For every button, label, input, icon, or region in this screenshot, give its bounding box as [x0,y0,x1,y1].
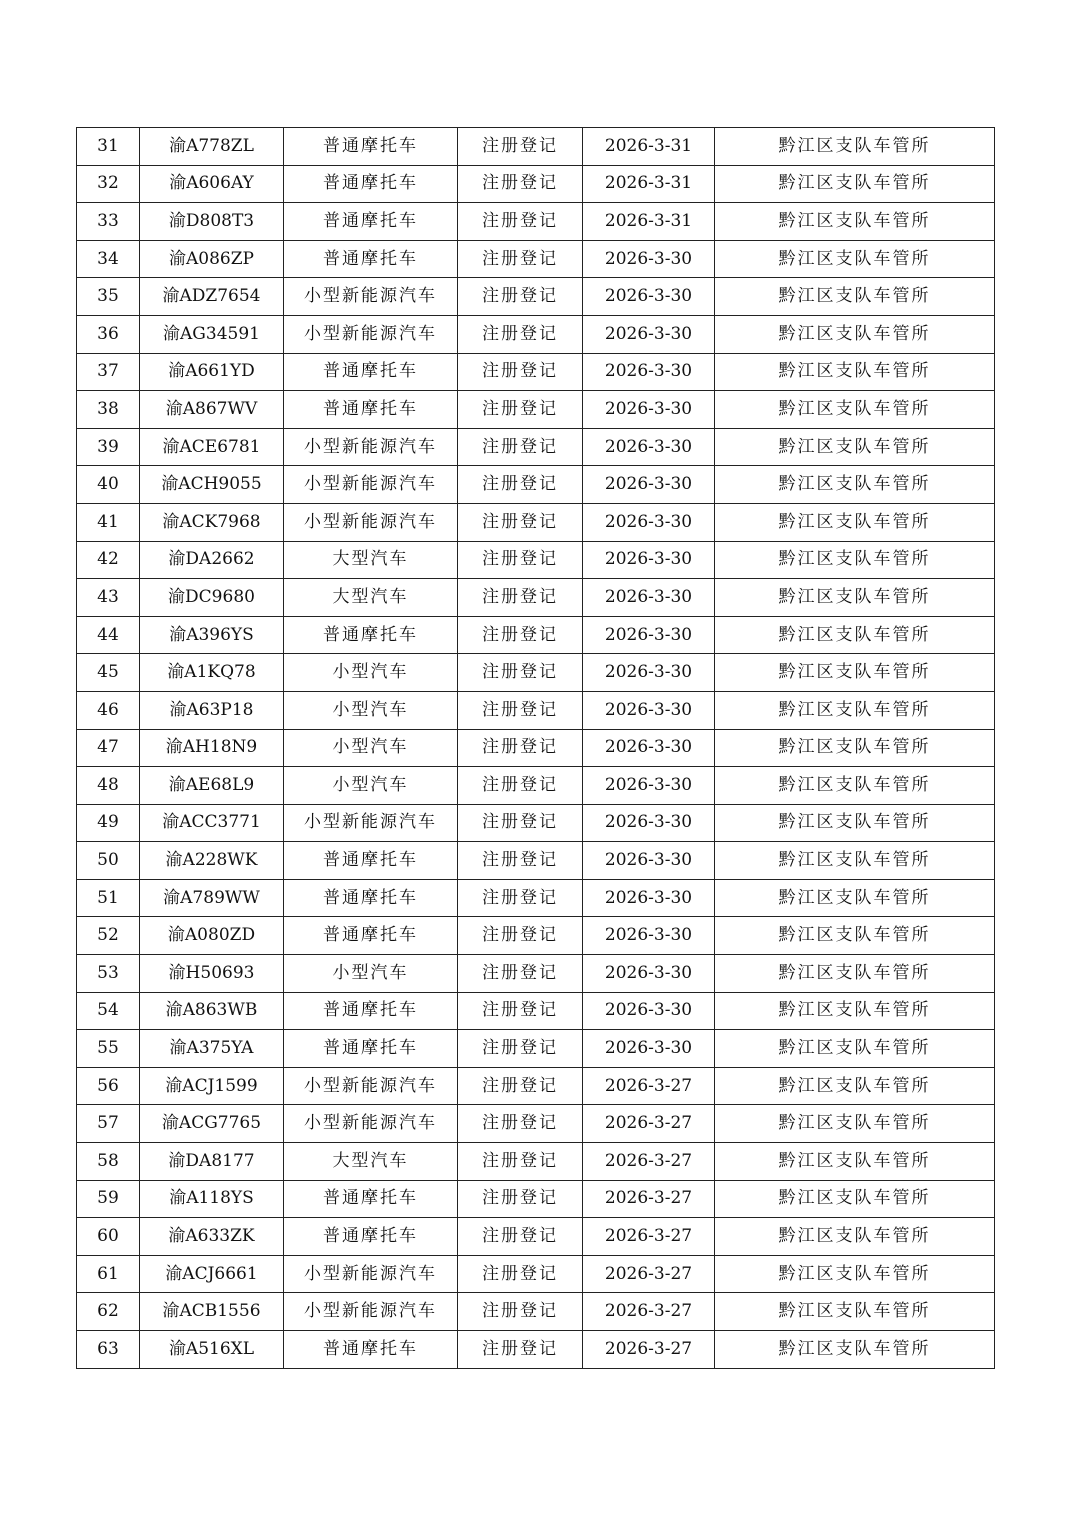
row-number-cell: 62 [77,1293,140,1331]
row-number-cell: 42 [77,541,140,579]
table-row [77,278,995,316]
row-number-cell: 32 [77,165,140,203]
office-cell: 黔江区支队车管所 [715,691,995,729]
vehicle-type-cell: 小型汽车 [284,955,458,993]
vehicle-type-cell: 小型汽车 [284,654,458,692]
date-cell: 2026-3-27 [583,1331,715,1369]
plate-number-cell: 渝DC9680 [140,579,284,617]
date-cell: 2026-3-27 [583,1218,715,1256]
vehicle-type-cell: 普通摩托车 [284,391,458,429]
row-number-cell: 43 [77,579,140,617]
row-number-cell: 55 [77,1030,140,1068]
table-row [77,691,995,729]
row-number-cell: 46 [77,691,140,729]
office-cell: 黔江区支队车管所 [715,579,995,617]
business-type-cell: 注册登记 [458,315,583,353]
plate-number-cell: 渝ACJ6661 [140,1255,284,1293]
date-cell: 2026-3-27 [583,1293,715,1331]
table-row [77,240,995,278]
office-cell: 黔江区支队车管所 [715,879,995,917]
business-type-cell: 注册登记 [458,240,583,278]
office-cell: 黔江区支队车管所 [715,165,995,203]
business-type-cell: 注册登记 [458,165,583,203]
business-type-cell: 注册登记 [458,767,583,805]
office-cell: 黔江区支队车管所 [715,767,995,805]
table-row [77,955,995,993]
business-type-cell: 注册登记 [458,729,583,767]
row-number-cell: 33 [77,203,140,241]
vehicle-type-cell: 小型新能源汽车 [284,1067,458,1105]
vehicle-type-cell: 大型汽车 [284,579,458,617]
table-row [77,541,995,579]
office-cell: 黔江区支队车管所 [715,278,995,316]
business-type-cell: 注册登记 [458,955,583,993]
business-type-cell: 注册登记 [458,804,583,842]
plate-number-cell: 渝A633ZK [140,1218,284,1256]
plate-number-cell: 渝A375YA [140,1030,284,1068]
date-cell: 2026-3-30 [583,842,715,880]
business-type-cell: 注册登记 [458,1143,583,1181]
office-cell: 黔江区支队车管所 [715,1218,995,1256]
business-type-cell: 注册登记 [458,1180,583,1218]
table-row [77,917,995,955]
office-cell: 黔江区支队车管所 [715,541,995,579]
vehicle-type-cell: 普通摩托车 [284,203,458,241]
office-cell: 黔江区支队车管所 [715,128,995,166]
row-number-cell: 52 [77,917,140,955]
business-type-cell: 注册登记 [458,503,583,541]
date-cell: 2026-3-30 [583,917,715,955]
table-row [77,1293,995,1331]
row-number-cell: 34 [77,240,140,278]
business-type-cell: 注册登记 [458,1067,583,1105]
office-cell: 黔江区支队车管所 [715,1030,995,1068]
row-number-cell: 57 [77,1105,140,1143]
office-cell: 黔江区支队车管所 [715,654,995,692]
office-cell: 黔江区支队车管所 [715,1067,995,1105]
date-cell: 2026-3-30 [583,391,715,429]
business-type-cell: 注册登记 [458,391,583,429]
date-cell: 2026-3-27 [583,1255,715,1293]
plate-number-cell: 渝A778ZL [140,128,284,166]
row-number-cell: 31 [77,128,140,166]
date-cell: 2026-3-27 [583,1067,715,1105]
table-row [77,391,995,429]
date-cell: 2026-3-30 [583,616,715,654]
business-type-cell: 注册登记 [458,466,583,504]
date-cell: 2026-3-30 [583,654,715,692]
plate-number-cell: 渝A63P18 [140,691,284,729]
row-number-cell: 53 [77,955,140,993]
row-number-cell: 39 [77,428,140,466]
office-cell: 黔江区支队车管所 [715,315,995,353]
row-number-cell: 49 [77,804,140,842]
row-number-cell: 60 [77,1218,140,1256]
office-cell: 黔江区支队车管所 [715,428,995,466]
office-cell: 黔江区支队车管所 [715,203,995,241]
vehicle-type-cell: 普通摩托车 [284,917,458,955]
office-cell: 黔江区支队车管所 [715,804,995,842]
business-type-cell: 注册登记 [458,1030,583,1068]
plate-number-cell: 渝A661YD [140,353,284,391]
row-number-cell: 61 [77,1255,140,1293]
business-type-cell: 注册登记 [458,278,583,316]
plate-number-cell: 渝A606AY [140,165,284,203]
table-row [77,1180,995,1218]
office-cell: 黔江区支队车管所 [715,1331,995,1369]
table-row [77,353,995,391]
business-type-cell: 注册登记 [458,917,583,955]
business-type-cell: 注册登记 [458,128,583,166]
table-row [77,428,995,466]
table-row [77,842,995,880]
vehicle-type-cell: 普通摩托车 [284,353,458,391]
table-row [77,804,995,842]
date-cell: 2026-3-30 [583,804,715,842]
business-type-cell: 注册登记 [458,1255,583,1293]
plate-number-cell: 渝ACE6781 [140,428,284,466]
vehicle-type-cell: 小型汽车 [284,691,458,729]
row-number-cell: 45 [77,654,140,692]
business-type-cell: 注册登记 [458,691,583,729]
date-cell: 2026-3-30 [583,278,715,316]
date-cell: 2026-3-27 [583,1105,715,1143]
date-cell: 2026-3-27 [583,1180,715,1218]
row-number-cell: 41 [77,503,140,541]
row-number-cell: 37 [77,353,140,391]
office-cell: 黔江区支队车管所 [715,992,995,1030]
vehicle-type-cell: 小型新能源汽车 [284,1105,458,1143]
table-row [77,1105,995,1143]
office-cell: 黔江区支队车管所 [715,240,995,278]
table-row [77,879,995,917]
date-cell: 2026-3-31 [583,165,715,203]
plate-number-cell: 渝ACG7765 [140,1105,284,1143]
vehicle-type-cell: 普通摩托车 [284,240,458,278]
office-cell: 黔江区支队车管所 [715,616,995,654]
plate-number-cell: 渝AH18N9 [140,729,284,767]
vehicle-type-cell: 小型新能源汽车 [284,1255,458,1293]
office-cell: 黔江区支队车管所 [715,1255,995,1293]
office-cell: 黔江区支队车管所 [715,1143,995,1181]
table-row [77,165,995,203]
business-type-cell: 注册登记 [458,1218,583,1256]
plate-number-cell: 渝ACC3771 [140,804,284,842]
table-row [77,203,995,241]
table-row [77,1218,995,1256]
vehicle-type-cell: 小型新能源汽车 [284,1293,458,1331]
business-type-cell: 注册登记 [458,353,583,391]
row-number-cell: 63 [77,1331,140,1369]
vehicle-type-cell: 小型新能源汽车 [284,804,458,842]
vehicle-type-cell: 普通摩托车 [284,1030,458,1068]
vehicle-type-cell: 普通摩托车 [284,842,458,880]
business-type-cell: 注册登记 [458,879,583,917]
plate-number-cell: 渝ACK7968 [140,503,284,541]
business-type-cell: 注册登记 [458,541,583,579]
vehicle-type-cell: 普通摩托车 [284,128,458,166]
plate-number-cell: 渝AG34591 [140,315,284,353]
date-cell: 2026-3-30 [583,1030,715,1068]
date-cell: 2026-3-31 [583,128,715,166]
office-cell: 黔江区支队车管所 [715,1293,995,1331]
date-cell: 2026-3-30 [583,729,715,767]
row-number-cell: 40 [77,466,140,504]
table-row [77,1255,995,1293]
office-cell: 黔江区支队车管所 [715,353,995,391]
plate-number-cell: 渝A080ZD [140,917,284,955]
office-cell: 黔江区支队车管所 [715,1180,995,1218]
table-row [77,1143,995,1181]
date-cell: 2026-3-31 [583,203,715,241]
business-type-cell: 注册登记 [458,428,583,466]
office-cell: 黔江区支队车管所 [715,729,995,767]
row-number-cell: 36 [77,315,140,353]
table-row [77,616,995,654]
table-row [77,128,995,166]
registration-table-body [77,128,995,1369]
vehicle-type-cell: 普通摩托车 [284,616,458,654]
plate-number-cell: 渝A396YS [140,616,284,654]
business-type-cell: 注册登记 [458,1293,583,1331]
date-cell: 2026-3-30 [583,579,715,617]
vehicle-type-cell: 普通摩托车 [284,1180,458,1218]
plate-number-cell: 渝A118YS [140,1180,284,1218]
date-cell: 2026-3-30 [583,428,715,466]
plate-number-cell: 渝DA8177 [140,1143,284,1181]
plate-number-cell: 渝DA2662 [140,541,284,579]
row-number-cell: 50 [77,842,140,880]
registration-table [76,127,995,1369]
business-type-cell: 注册登记 [458,203,583,241]
table-row [77,1067,995,1105]
table-row [77,503,995,541]
row-number-cell: 35 [77,278,140,316]
office-cell: 黔江区支队车管所 [715,955,995,993]
vehicle-type-cell: 普通摩托车 [284,1331,458,1369]
vehicle-type-cell: 普通摩托车 [284,1218,458,1256]
row-number-cell: 58 [77,1143,140,1181]
vehicle-type-cell: 普通摩托车 [284,165,458,203]
row-number-cell: 51 [77,879,140,917]
row-number-cell: 48 [77,767,140,805]
vehicle-type-cell: 小型汽车 [284,729,458,767]
row-number-cell: 54 [77,992,140,1030]
plate-number-cell: 渝A789WW [140,879,284,917]
vehicle-type-cell: 大型汽车 [284,541,458,579]
vehicle-type-cell: 小型新能源汽车 [284,466,458,504]
vehicle-type-cell: 小型新能源汽车 [284,315,458,353]
plate-number-cell: 渝A863WB [140,992,284,1030]
office-cell: 黔江区支队车管所 [715,503,995,541]
plate-number-cell: 渝A228WK [140,842,284,880]
business-type-cell: 注册登记 [458,842,583,880]
date-cell: 2026-3-30 [583,315,715,353]
office-cell: 黔江区支队车管所 [715,1105,995,1143]
row-number-cell: 44 [77,616,140,654]
date-cell: 2026-3-30 [583,879,715,917]
plate-number-cell: 渝D808T3 [140,203,284,241]
date-cell: 2026-3-30 [583,992,715,1030]
plate-number-cell: 渝ACH9055 [140,466,284,504]
vehicle-type-cell: 小型汽车 [284,767,458,805]
table-row [77,654,995,692]
office-cell: 黔江区支队车管所 [715,917,995,955]
vehicle-type-cell: 小型新能源汽车 [284,278,458,316]
table-row [77,1030,995,1068]
plate-number-cell: 渝ACB1556 [140,1293,284,1331]
office-cell: 黔江区支队车管所 [715,466,995,504]
date-cell: 2026-3-30 [583,353,715,391]
row-number-cell: 59 [77,1180,140,1218]
date-cell: 2026-3-30 [583,691,715,729]
plate-number-cell: 渝AE68L9 [140,767,284,805]
date-cell: 2026-3-27 [583,1143,715,1181]
plate-number-cell: 渝ACJ1599 [140,1067,284,1105]
office-cell: 黔江区支队车管所 [715,391,995,429]
office-cell: 黔江区支队车管所 [715,842,995,880]
business-type-cell: 注册登记 [458,1331,583,1369]
date-cell: 2026-3-30 [583,240,715,278]
table-row [77,466,995,504]
business-type-cell: 注册登记 [458,1105,583,1143]
plate-number-cell: 渝H50693 [140,955,284,993]
plate-number-cell: 渝ADZ7654 [140,278,284,316]
plate-number-cell: 渝A1KQ78 [140,654,284,692]
business-type-cell: 注册登记 [458,654,583,692]
table-row [77,579,995,617]
business-type-cell: 注册登记 [458,616,583,654]
plate-number-cell: 渝A867WV [140,391,284,429]
vehicle-type-cell: 小型新能源汽车 [284,428,458,466]
business-type-cell: 注册登记 [458,992,583,1030]
table-row [77,992,995,1030]
vehicle-type-cell: 普通摩托车 [284,992,458,1030]
table-row [77,729,995,767]
vehicle-type-cell: 大型汽车 [284,1143,458,1181]
date-cell: 2026-3-30 [583,767,715,805]
table-row [77,1331,995,1369]
date-cell: 2026-3-30 [583,541,715,579]
plate-number-cell: 渝A516XL [140,1331,284,1369]
business-type-cell: 注册登记 [458,579,583,617]
row-number-cell: 38 [77,391,140,429]
row-number-cell: 56 [77,1067,140,1105]
date-cell: 2026-3-30 [583,503,715,541]
date-cell: 2026-3-30 [583,466,715,504]
vehicle-type-cell: 小型新能源汽车 [284,503,458,541]
date-cell: 2026-3-30 [583,955,715,993]
vehicle-type-cell: 普通摩托车 [284,879,458,917]
table-row [77,315,995,353]
table-row [77,767,995,805]
row-number-cell: 47 [77,729,140,767]
plate-number-cell: 渝A086ZP [140,240,284,278]
